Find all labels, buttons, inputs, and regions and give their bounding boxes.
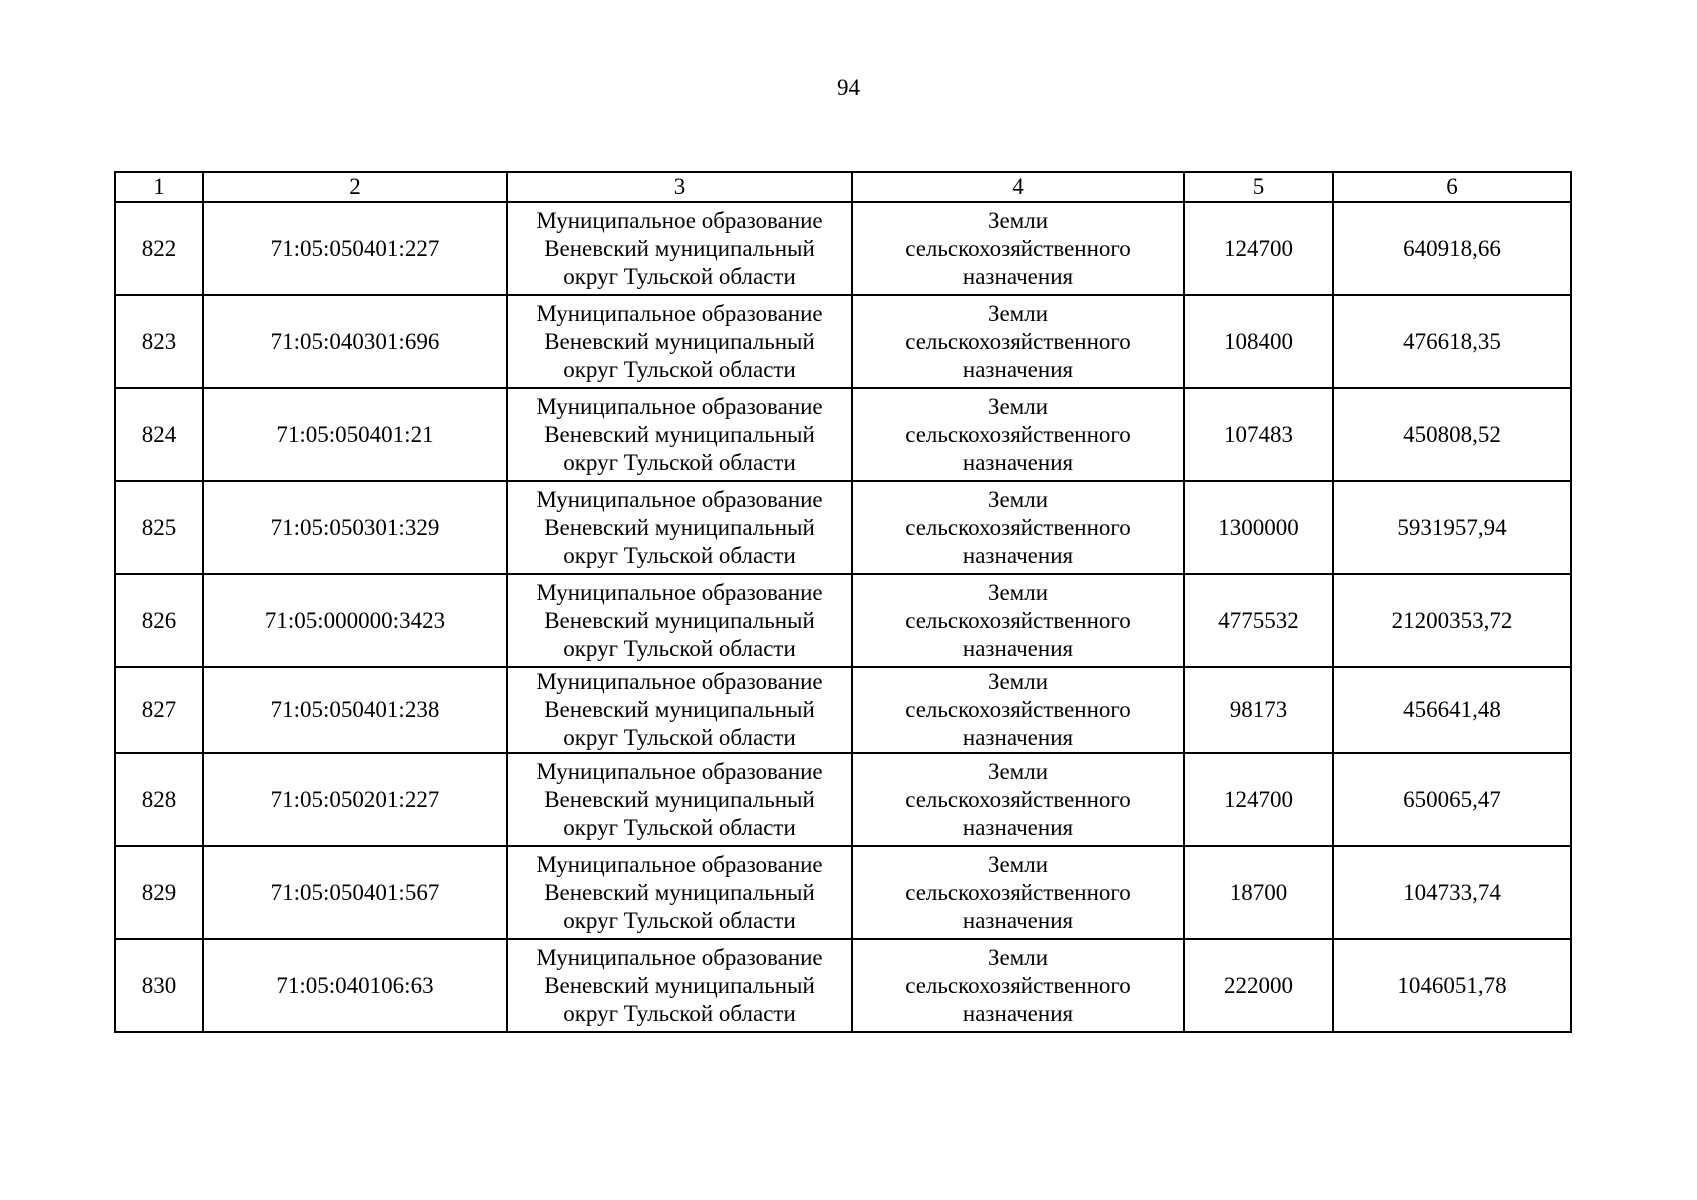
column-header-2: 2	[203, 172, 507, 202]
row-number: 829	[115, 846, 203, 939]
owner-line: Веневский муниципальный	[544, 786, 815, 812]
owner-line: округ Тульской области	[563, 635, 796, 661]
owner-line: округ Тульской области	[563, 1000, 796, 1026]
owner-line: Веневский муниципальный	[544, 421, 815, 447]
cadastral-value: 104733,74	[1333, 846, 1571, 939]
owner-line: Муниципальное образование	[536, 393, 823, 419]
land-category	[852, 753, 1184, 846]
cadastral-number: 71:05:040106:63	[203, 939, 507, 1032]
owner-line: Муниципальное образование	[536, 758, 823, 784]
row-number: 823	[115, 295, 203, 388]
owner-line: округ Тульской области	[563, 449, 796, 475]
area: 222000	[1184, 939, 1333, 1032]
table-row	[115, 667, 1571, 753]
cadastral-value: 650065,47	[1333, 753, 1571, 846]
land-category-line: назначения	[962, 1000, 1074, 1026]
area: 124700	[1184, 753, 1333, 846]
column-header-4: 4	[852, 172, 1184, 202]
area: 98173	[1184, 667, 1333, 753]
cadastral-number: 71:05:050401:227	[203, 202, 507, 295]
land-category-line: назначения	[962, 635, 1074, 661]
cadastral-number: 71:05:050401:238	[203, 667, 507, 753]
land-category-line: сельскохозяйственного	[905, 972, 1131, 998]
row-number: 826	[115, 574, 203, 667]
owner	[507, 846, 852, 939]
owner	[507, 939, 852, 1032]
owner-line: Муниципальное образование	[536, 944, 823, 970]
land-registry-table	[114, 171, 1572, 1033]
owner-line: округ Тульской области	[563, 542, 796, 568]
land-category	[852, 481, 1184, 574]
table-row	[115, 202, 1571, 295]
owner	[507, 753, 852, 846]
land-category-line: назначения	[962, 356, 1074, 382]
table-row	[115, 481, 1571, 574]
land-category-line: Земли	[987, 393, 1049, 419]
cadastral-value: 640918,66	[1333, 202, 1571, 295]
land-category-line: Земли	[987, 944, 1049, 970]
cadastral-value: 450808,52	[1333, 388, 1571, 481]
land-category	[852, 574, 1184, 667]
area: 124700	[1184, 202, 1333, 295]
land-category-line: Земли	[987, 579, 1049, 605]
land-category-line: сельскохозяйственного	[905, 235, 1131, 261]
owner-line: Веневский муниципальный	[544, 235, 815, 261]
column-header-6: 6	[1333, 172, 1571, 202]
owner-line: округ Тульской области	[563, 814, 796, 840]
table-row	[115, 388, 1571, 481]
cadastral-number: 71:05:040301:696	[203, 295, 507, 388]
owner-line: Веневский муниципальный	[544, 514, 815, 540]
owner-line: Веневский муниципальный	[544, 879, 815, 905]
cadastral-number: 71:05:050401:567	[203, 846, 507, 939]
land-category	[852, 202, 1184, 295]
cadastral-number: 71:05:000000:3423	[203, 574, 507, 667]
area: 1300000	[1184, 481, 1333, 574]
row-number: 828	[115, 753, 203, 846]
cadastral-value: 5931957,94	[1333, 481, 1571, 574]
owner-line: Муниципальное образование	[536, 851, 823, 877]
owner-line: Веневский муниципальный	[544, 972, 815, 998]
land-category-line: назначения	[962, 814, 1074, 840]
owner	[507, 295, 852, 388]
table-header	[115, 172, 1571, 202]
land-category-line: Земли	[987, 300, 1049, 326]
table-row	[115, 939, 1571, 1032]
land-category-line: назначения	[962, 907, 1074, 933]
cadastral-number: 71:05:050301:329	[203, 481, 507, 574]
land-category-line: Земли	[987, 207, 1049, 233]
area: 107483	[1184, 388, 1333, 481]
area: 4775532	[1184, 574, 1333, 667]
area: 18700	[1184, 846, 1333, 939]
land-category-line: Земли	[987, 758, 1049, 784]
owner	[507, 388, 852, 481]
land-category-line: Земли	[987, 669, 1049, 694]
owner-line: Муниципальное образование	[536, 486, 823, 512]
land-category-line: назначения	[962, 725, 1074, 750]
cadastral-value: 456641,48	[1333, 667, 1571, 753]
owner-line: округ Тульской области	[563, 725, 796, 750]
owner-line: Муниципальное образование	[536, 300, 823, 326]
owner-line: Веневский муниципальный	[544, 607, 815, 633]
land-category-line: Земли	[987, 851, 1049, 877]
table-body	[115, 202, 1571, 1032]
land-category-line: Земли	[987, 486, 1049, 512]
land-category-line: сельскохозяйственного	[905, 328, 1131, 354]
cadastral-value: 21200353,72	[1333, 574, 1571, 667]
cadastral-number: 71:05:050201:227	[203, 753, 507, 846]
owner-line: Муниципальное образование	[536, 207, 823, 233]
owner	[507, 667, 852, 753]
owner	[507, 202, 852, 295]
land-category-line: сельскохозяйственного	[905, 607, 1131, 633]
land-category	[852, 846, 1184, 939]
cadastral-value: 1046051,78	[1333, 939, 1571, 1032]
cadastral-number: 71:05:050401:21	[203, 388, 507, 481]
table-row	[115, 753, 1571, 846]
land-category-line: сельскохозяйственного	[905, 879, 1131, 905]
owner-line: Веневский муниципальный	[544, 697, 815, 722]
land-category	[852, 667, 1184, 753]
land-category-line: назначения	[962, 263, 1074, 289]
land-category-line: сельскохозяйственного	[905, 697, 1131, 722]
owner-line: Муниципальное образование	[536, 669, 823, 694]
land-category-line: сельскохозяйственного	[905, 421, 1131, 447]
land-category	[852, 388, 1184, 481]
owner-line: округ Тульской области	[563, 907, 796, 933]
owner-line: округ Тульской области	[563, 263, 796, 289]
owner-line: Муниципальное образование	[536, 579, 823, 605]
owner	[507, 574, 852, 667]
owner	[507, 481, 852, 574]
land-category	[852, 295, 1184, 388]
cadastral-value: 476618,35	[1333, 295, 1571, 388]
row-number: 825	[115, 481, 203, 574]
row-number: 822	[115, 202, 203, 295]
row-number: 827	[115, 667, 203, 753]
land-category-line: сельскохозяйственного	[905, 514, 1131, 540]
header-row	[115, 172, 1571, 202]
land-category-line: сельскохозяйственного	[905, 786, 1131, 812]
table-row	[115, 295, 1571, 388]
land-category-line: назначения	[962, 542, 1074, 568]
owner-line: Веневский муниципальный	[544, 328, 815, 354]
owner-line: округ Тульской области	[563, 356, 796, 382]
row-number: 830	[115, 939, 203, 1032]
column-header-5: 5	[1184, 172, 1333, 202]
column-header-1: 1	[115, 172, 203, 202]
page-number: 94	[837, 75, 860, 100]
table-row	[115, 574, 1571, 667]
row-number: 824	[115, 388, 203, 481]
column-header-3: 3	[507, 172, 852, 202]
land-category	[852, 939, 1184, 1032]
table-row	[115, 846, 1571, 939]
land-category-line: назначения	[962, 449, 1074, 475]
area: 108400	[1184, 295, 1333, 388]
